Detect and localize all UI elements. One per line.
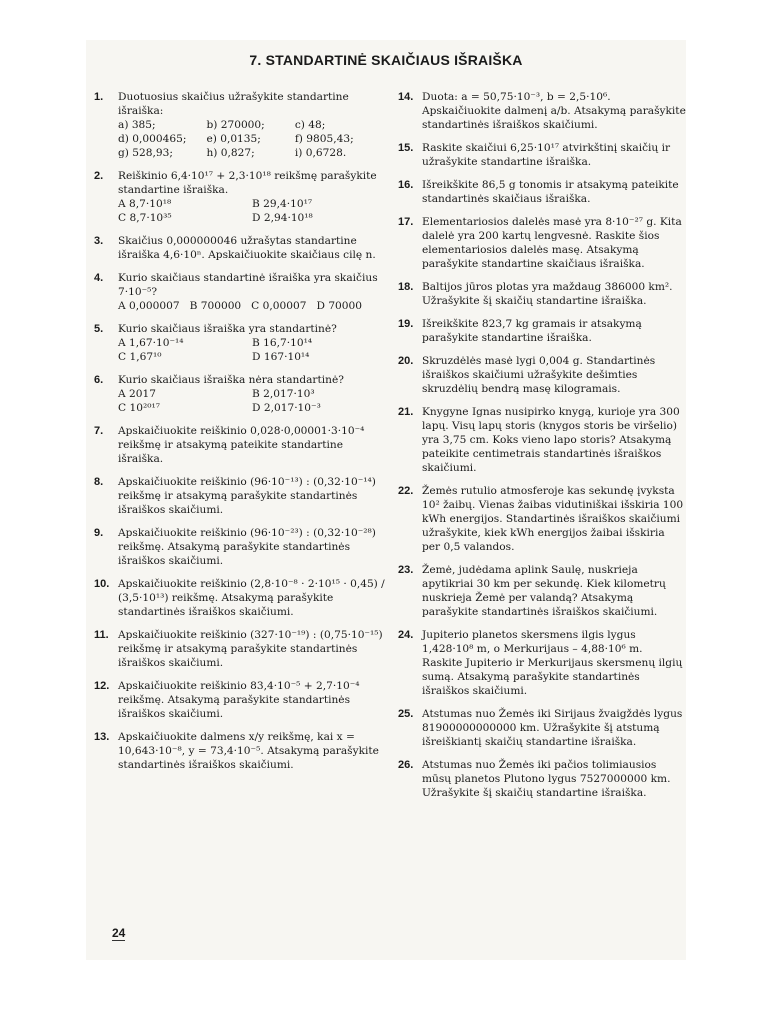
exercise-text: Atstumas nuo Žemės iki pačios tolimiausios mūsų planetos Plutono lygus 7527000000 km. Užrašykite šį skaičių standartine išraiška. [422, 759, 671, 799]
exercise-number: 6. [94, 374, 104, 386]
exercise-item [398, 178, 686, 206]
answer-option: i) 0,6728. [294, 147, 347, 159]
exercise-number: 3. [94, 235, 104, 247]
exercise-item [94, 628, 386, 670]
exercise-number: 23. [398, 564, 414, 576]
exercise-number: 26. [398, 759, 414, 771]
exercise-text: Jupiterio planetos skersmens ilgis lygus 1,428·10⁸ m, o Merkurijaus – 4,88·10⁶ m. Raskite Jupiterio ir Merkurijaus skersmenų ilgių sumą. Atsakymą parašykite standartinės išraiškos skaičiumi. [422, 629, 683, 697]
exercise-number: 10. [94, 578, 110, 590]
exercise-text: Baltijos jūros plotas yra maždaug 386000 km². Užrašykite šį skaičių standartine išraiška. [422, 281, 673, 307]
answer-option: A 1,67·10⁻¹⁴ [118, 337, 184, 349]
answer-options [118, 299, 386, 313]
answer-option: C 0,00007 [251, 300, 307, 312]
exercise-number: 2. [94, 170, 104, 182]
answer-options [118, 387, 386, 415]
exercise-text: Išreikškite 823,7 kg gramais ir atsakymą parašykite standartine išraiška. [422, 318, 642, 344]
exercise-number: 21. [398, 406, 414, 418]
exercise-item [398, 215, 686, 271]
exercise-number: 16. [398, 179, 414, 191]
exercise-item [94, 169, 386, 225]
answer-option: d) 0,000465; [118, 133, 187, 145]
exercise-number: 14. [398, 91, 414, 103]
exercise-number: 19. [398, 318, 414, 330]
exercise-text: Skaičius 0,000000046 užrašytas standartine išraiška 4,6·10ⁿ. Apskaičiuokite skaičiaus cilę n. [118, 235, 376, 261]
exercise-number: 1. [94, 91, 104, 103]
exercise-text: Žemė, judėdama aplink Saulę, nuskrieja apytikriai 30 km per sekundę. Kiek kilometrų nuskrieja Žemė per valandą? Atsakymą parašykite standartinės išraiškos skaičiumi. [422, 564, 666, 618]
exercise-number: 11. [94, 629, 109, 641]
exercise-text: Išreikškite 86,5 g tonomis ir atsakymą pateikite standartinės skaičiaus išraiška. [422, 179, 679, 205]
exercise-text: Apskaičiuokite reiškinio 0,028·0,00001·3·10⁻⁴ reikšmę ir atsakymą pateikite standartine išraiška. [118, 425, 365, 465]
exercise-number: 25. [398, 708, 414, 720]
exercise-item [94, 234, 386, 262]
exercise-item [398, 317, 686, 345]
exercise-number: 18. [398, 281, 414, 293]
exercise-item [398, 90, 686, 132]
exercise-item [94, 322, 386, 364]
exercise-number: 22. [398, 485, 414, 497]
answer-option: h) 0,827; [206, 147, 255, 159]
page-title: 7. STANDARTINĖ SKAIČIAUS IŠRAIŠKA [249, 52, 523, 68]
exercise-text: Kurio skaičiaus išraiška nėra standartinė? [118, 374, 344, 386]
answer-option: B 29,4·10¹⁷ [252, 198, 313, 210]
exercise-text: Reiškinio 6,4·10¹⁷ + 2,3·10¹⁸ reikšmę parašykite standartine išraiška. [118, 170, 377, 196]
exercise-text: Žemės rutulio atmosferoje kas sekundę įvyksta 10² žaibų. Vienas žaibas vidutiniškai išskiria 100 kWh energijos. Standartinės išraiškos skaičiumi užrašykite, kiek kWh energijos žaibai išskiria per 0,5 valandos. [422, 485, 684, 553]
exercise-item [94, 577, 386, 619]
left-column [94, 90, 386, 781]
page-number: 24 [112, 926, 126, 940]
exercise-text: Elementariosios dalelės masė yra 8·10⁻²⁷ g. Kita dalelė yra 200 kartų lengvesnė. Raskite šios elementariosios dalelės masę. Atsakymą parašykite standartine skaičiaus išraiška. [422, 216, 682, 270]
answer-options [118, 118, 386, 160]
answer-option: f) 9805,43; [294, 133, 354, 145]
answer-option: c) 48; [294, 119, 326, 131]
exercise-number: 9. [94, 527, 104, 539]
exercise-text: Duotuosius skaičius užrašykite standartine išraiška: [118, 91, 349, 117]
exercise-text: Raskite skaičiui 6,25·10¹⁷ atvirkštinį skaičių ir užrašykite standartine išraiška. [422, 142, 671, 168]
answer-option: D 2,94·10¹⁸ [252, 212, 313, 224]
exercise-text: Apskaičiuokite reiškinio (96·10⁻²³) : (0,32·10⁻²⁸) reikšmę. Atsakymą parašykite standartinės išraiškos skaičiumi. [118, 527, 376, 567]
answer-option: D 2,017·10⁻³ [252, 402, 321, 414]
answer-options [118, 197, 386, 225]
exercise-item [94, 90, 386, 160]
exercise-item [94, 373, 386, 415]
exercise-number: 5. [94, 323, 104, 335]
exercise-item [398, 707, 686, 749]
exercise-item [398, 141, 686, 169]
answer-option: b) 270000; [206, 119, 265, 131]
answer-option: B 700000 [189, 300, 242, 312]
answer-option: e) 0,0135; [206, 133, 261, 145]
exercise-number: 24. [398, 629, 414, 641]
answer-option: D 167·10¹⁴ [252, 351, 310, 363]
exercise-number: 13. [94, 731, 110, 743]
answer-option: a) 385; [118, 119, 156, 131]
exercise-text: Apskaičiuokite dalmens x/y reikšmę, kai x = 10,643·10⁻⁸, y = 73,4·10⁻⁵. Atsakymą parašykite standartinės išraiškos skaičiumi. [118, 731, 379, 771]
exercise-item [94, 424, 386, 466]
answer-option: C 10²⁰¹⁷ [118, 402, 160, 414]
exercise-text: Kurio skaičiaus išraiška yra standartinė? [118, 323, 337, 335]
exercise-text: Knygyne Ignas nusipirko knygą, kurioje yra 300 lapų. Visų lapų storis (knygos storis be viršelio) yra 3,75 cm. Koks vieno lapo storis? Atsakymą pateikite centimetrais standartinės išraiškos skaičiumi. [422, 406, 680, 474]
exercise-text: Duota: a = 50,75·10⁻³, b = 2,5·10⁶. Apskaičiuokite dalmenį a/b. Atsakymą parašykite standartinės išraiškos skaičiumi. [422, 91, 686, 131]
answer-option: D 70000 [316, 300, 363, 312]
exercise-text: Apskaičiuokite reiškinio (327·10⁻¹⁹) : (0,75·10⁻¹⁵) reikšmę ir atsakymą parašykite standartinės išraiškos skaičiumi. [118, 629, 383, 669]
right-column [398, 90, 686, 809]
answer-option: B 16,7·10¹⁴ [252, 337, 313, 349]
exercise-number: 20. [398, 355, 414, 367]
answer-option: C 1,67¹⁰ [118, 351, 162, 363]
exercise-item [398, 354, 686, 396]
exercise-number: 4. [94, 272, 104, 284]
exercise-number: 8. [94, 476, 104, 488]
exercise-item [94, 271, 386, 313]
exercise-item [398, 405, 686, 475]
exercise-item [398, 563, 686, 619]
answer-options [118, 336, 386, 364]
exercise-text: Skruzdėlės masė lygi 0,004 g. Standartinės išraiškos skaičiumi užrašykite dešimties skruzdėlių bendrą masę kilogramais. [422, 355, 656, 395]
answer-option: A 2017 [118, 388, 156, 400]
exercise-item [398, 280, 686, 308]
exercise-item [94, 730, 386, 772]
answer-option: C 8,7·10³⁵ [118, 212, 172, 224]
exercise-text: Atstumas nuo Žemės iki Sirijaus žvaigždės lygus 81900000000000 km. Užrašykite šį atstumą išreiškiantį skaičių standartine išraiška. [422, 708, 683, 748]
exercise-item [398, 484, 686, 554]
answer-option: B 2,017·10³ [252, 388, 315, 400]
exercise-number: 7. [94, 425, 104, 437]
exercise-text: Kurio skaičiaus standartinė išraiška yra skaičius 7·10⁻⁵? [118, 272, 378, 298]
exercise-text: Apskaičiuokite reiškinio (2,8·10⁻⁸ · 2·10¹⁵ · 0,45) / (3,5·10¹³) reikšmę. Atsakymą parašykite standartinės išraiškos skaičiumi. [118, 578, 385, 618]
answer-option: g) 528,93; [118, 147, 173, 159]
exercise-number: 12. [94, 680, 110, 692]
exercise-item [94, 679, 386, 721]
exercise-text: Apskaičiuokite reiškinio 83,4·10⁻⁵ + 2,7·10⁻⁴ reikšmę. Atsakymą parašykite standartinės išraiškos skaičiumi. [118, 680, 360, 720]
exercise-item [398, 758, 686, 800]
exercise-text: Apskaičiuokite reiškinio (96·10⁻¹³) : (0,32·10⁻¹⁴) reikšmę ir atsakymą parašykite standartinės išraiškos skaičiumi. [118, 476, 376, 516]
exercise-item [94, 526, 386, 568]
textbook-page [86, 40, 686, 960]
exercise-number: 15. [398, 142, 414, 154]
answer-option: A 8,7·10¹⁸ [118, 198, 172, 210]
answer-option: A 0,000007 [118, 300, 180, 312]
exercise-item [398, 628, 686, 698]
exercise-number: 17. [398, 216, 414, 228]
exercise-item [94, 475, 386, 517]
